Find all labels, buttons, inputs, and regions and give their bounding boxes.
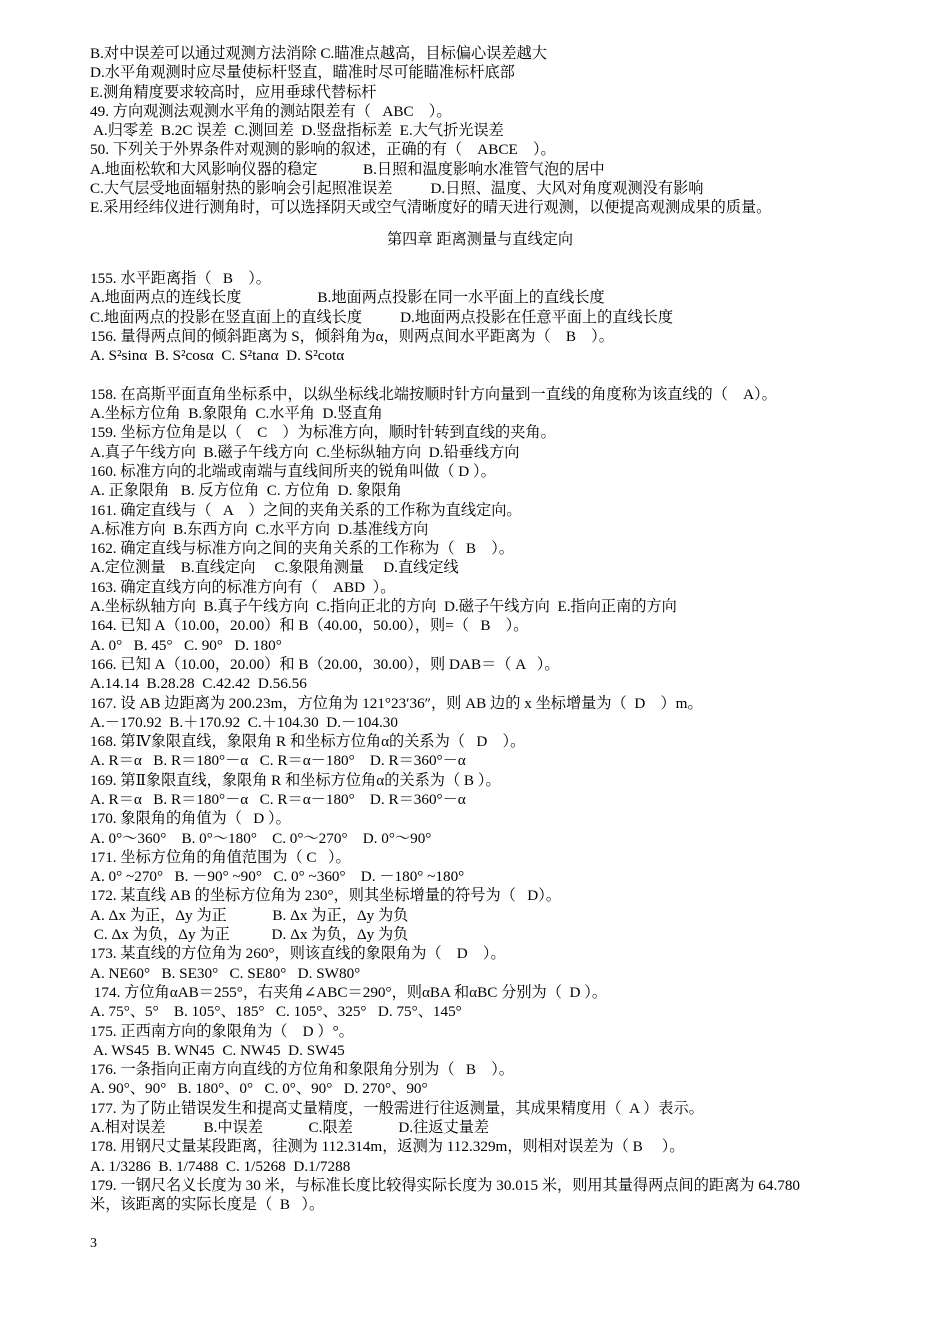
chapter-title: 第四章 距离测量与直线定向	[386, 230, 574, 248]
text-line: A. R＝α B. R＝180°－α C. R＝α－180° D. R＝360°－α	[90, 790, 466, 808]
text-line: A. 0° ~270° B. －90° ~90° C. 0° ~360° D. －180° ~180°	[90, 868, 465, 886]
text-line: C.大气层受地面辐射热的影响会引起照准误差 D.日照、温度、大风对角度观测没有影响	[90, 180, 704, 198]
text-line: 178. 用钢尺丈量某段距离，往测为 112.314m，返测为 112.329m，则相对误差为（ B ）。	[90, 1138, 685, 1156]
text-line: A. Δx 为正，Δy 为正 B. Δx 为正，Δy 为负	[90, 906, 409, 924]
text-line: 161. 确定直线与（ A ）之间的夹角关系的工作称为直线定向。	[90, 501, 522, 519]
text-line: E.测角精度要求较高时，应用垂球代替标杆	[90, 83, 377, 101]
text-line: 162. 确定直线与标准方向之间的夹角关系的工作称为（ B ）。	[90, 540, 514, 558]
text-line: A.地面两点的连线长度 B.地面两点投影在同一水平面上的直线长度	[90, 289, 605, 307]
text-line: A.14.14 B.28.28 C.42.42 D.56.56	[90, 675, 307, 693]
text-line: A. WS45 B. WN45 C. NW45 D. SW45	[90, 1041, 345, 1059]
text-line: D.水平角观测时应尽量使标杆竖直，瞄准时尽可能瞄准标杆底部	[90, 64, 515, 82]
text-line: A.相对误差 B.中误差 C.限差 D.往返丈量差	[90, 1119, 490, 1137]
text-line: A. S²sinα B. S²cosα C. S²tanα D. S²cotα	[90, 347, 345, 365]
question-block-ch4-part2	[90, 385, 870, 1215]
text-line: A.真子午线方向 B.磁子午线方向 C.坐标纵轴方向 D.铅垂线方向	[90, 443, 520, 461]
text-line: 176. 一条指向正南方向直线的方位角和象限角分别为（ B ）。	[90, 1061, 514, 1079]
blank-line	[90, 365, 870, 384]
text-line: A. 75°、5° B. 105°、185° C. 105°、325° D. 75°、145°	[90, 1003, 462, 1021]
text-line: A.标准方向 B.东西方向 C.水平方向 D.基准线方向	[90, 520, 429, 538]
text-line: 177. 为了防止错误发生和提高丈量精度，一般需进行往返测量，其成果精度用（ A ）表示。	[90, 1099, 704, 1117]
text-line: 159. 坐标方位角是以（ C ）为标准方向，顺时针转到直线的夹角。	[90, 424, 556, 442]
text-line: 158. 在高斯平面直角坐标系中，以纵坐标线北端按顺时针方向量到一直线的角度称为该直线的（ A）。	[90, 385, 777, 403]
text-line: 156. 量得两点间的倾斜距离为 S，倾斜角为α，则两点间水平距离为（ B ）。	[90, 327, 614, 345]
text-line: 168. 第Ⅳ象限直线，象限角 R 和坐标方位角α的关系为（ D ）。	[90, 733, 526, 751]
question-block-ch3	[90, 44, 870, 218]
text-line: A.定位测量 B.直线定向 C.象限角测量 D.直线定线	[90, 559, 459, 577]
text-line: A. 0°～360° B. 0°～180° C. 0°～270° D. 0°～90°	[90, 829, 432, 847]
text-line: 49. 方向观测法观测水平角的测站限差有（ ABC ）。	[90, 102, 452, 120]
text-line: 169. 第Ⅱ象限直线，象限角 R 和坐标方位角α的关系为（ B ）。	[90, 771, 501, 789]
text-line: 160. 标准方向的北端或南端与直线间所夹的锐角叫做（ D ）。	[90, 462, 496, 480]
page-number: 3	[90, 1236, 97, 1251]
text-line: A. NE60° B. SE30° C. SE80° D. SW80°	[90, 964, 361, 982]
text-line: C. Δx 为负，Δy 为正 D. Δx 为负，Δy 为负	[90, 926, 409, 944]
text-line: A.地面松软和大风影响仪器的稳定 B.日照和温度影响水准管气泡的居中	[90, 160, 605, 178]
text-line: 175. 正西南方向的象限角为（ D ）°。	[90, 1022, 354, 1040]
text-line: C.地面两点的投影在竖直面上的直线长度 D.地面两点投影在任意平面上的直线长度	[90, 308, 674, 326]
text-line: A. 1/3286 B. 1/7488 C. 1/5268 D.1/7288	[90, 1157, 351, 1175]
text-line: 170. 象限角的角值为（ D ）。	[90, 810, 291, 828]
text-line: 155. 水平距离指（ B ）。	[90, 269, 271, 287]
text-line: 179. 一钢尺名义长度为 30 米，与标准长度比较得实际长度为 30.015 米，则用其量得两点间的距离为 64.780	[90, 1176, 801, 1194]
text-line: 164. 已知 A（10.00，20.00）和 B（40.00，50.00），则=（ B ）。	[90, 617, 529, 635]
text-line: 166. 已知 A（10.00，20.00）和 B（20.00，30.00），则 DAB＝（ A ）。	[90, 655, 560, 673]
text-line: 50. 下列关于外界条件对观测的影响的叙述，正确的有（ ABCE ）。	[90, 141, 556, 159]
text-line: A.坐标纵轴方向 B.真子午线方向 C.指向正北的方向 D.磁子午线方向 E.指向正南的方向	[90, 598, 677, 616]
text-line: 172. 某直线 AB 的坐标方位角为 230°，则其坐标增量的符号为（ D）。	[90, 887, 561, 905]
text-line: A. 正象限角 B. 反方位角 C. 方位角 D. 象限角	[90, 482, 402, 500]
text-line: 167. 设 AB 边距离为 200.23m，方位角为 121°23′36″，则 AB 边的 x 坐标增量为（ D ）m。	[90, 694, 703, 712]
text-line: A.坐标方位角 B.象限角 C.水平角 D.竖直角	[90, 405, 383, 423]
text-line: A.－170.92 B.＋170.92 C.＋104.30 D.－104.30	[90, 713, 398, 731]
page-content	[90, 44, 870, 1215]
text-line: 174. 方位角αAB＝255°，右夹角∠ABC＝290°，则αBA 和αBC 分别为（ D ）。	[90, 983, 608, 1001]
text-line: 米，该距离的实际长度是（ B ）。	[90, 1196, 325, 1214]
text-line: 171. 坐标方位角的角值范围为（ C ）。	[90, 848, 351, 866]
text-line: A.归零差 B.2C 误差 C.测回差 D.竖盘指标差 E.大气折光误差	[90, 122, 504, 140]
text-line: 173. 某直线的方位角为 260°，则该直线的象限角为（ D ）。	[90, 945, 506, 963]
text-line: A. 0° B. 45° C. 90° D. 180°	[90, 636, 282, 654]
text-line: A. R＝α B. R＝180°－α C. R＝α－180° D. R＝360°－α	[90, 752, 466, 770]
text-line: B.对中误差可以通过观测方法消除 C.瞄准点越高，目标偏心误差越大	[90, 45, 547, 62]
text-line: E.采用经纬仪进行测角时，可以选择阴天或空气清晰度好的晴天进行观测，以便提高观测成果的质量。	[90, 199, 772, 217]
text-line: 163. 确定直线方向的标准方向有（ ABD ）。	[90, 578, 396, 596]
question-block-ch4-part1	[90, 269, 870, 365]
text-line: A. 90°、90° B. 180°、0° C. 0°、90° D. 270°、90°	[90, 1080, 428, 1098]
